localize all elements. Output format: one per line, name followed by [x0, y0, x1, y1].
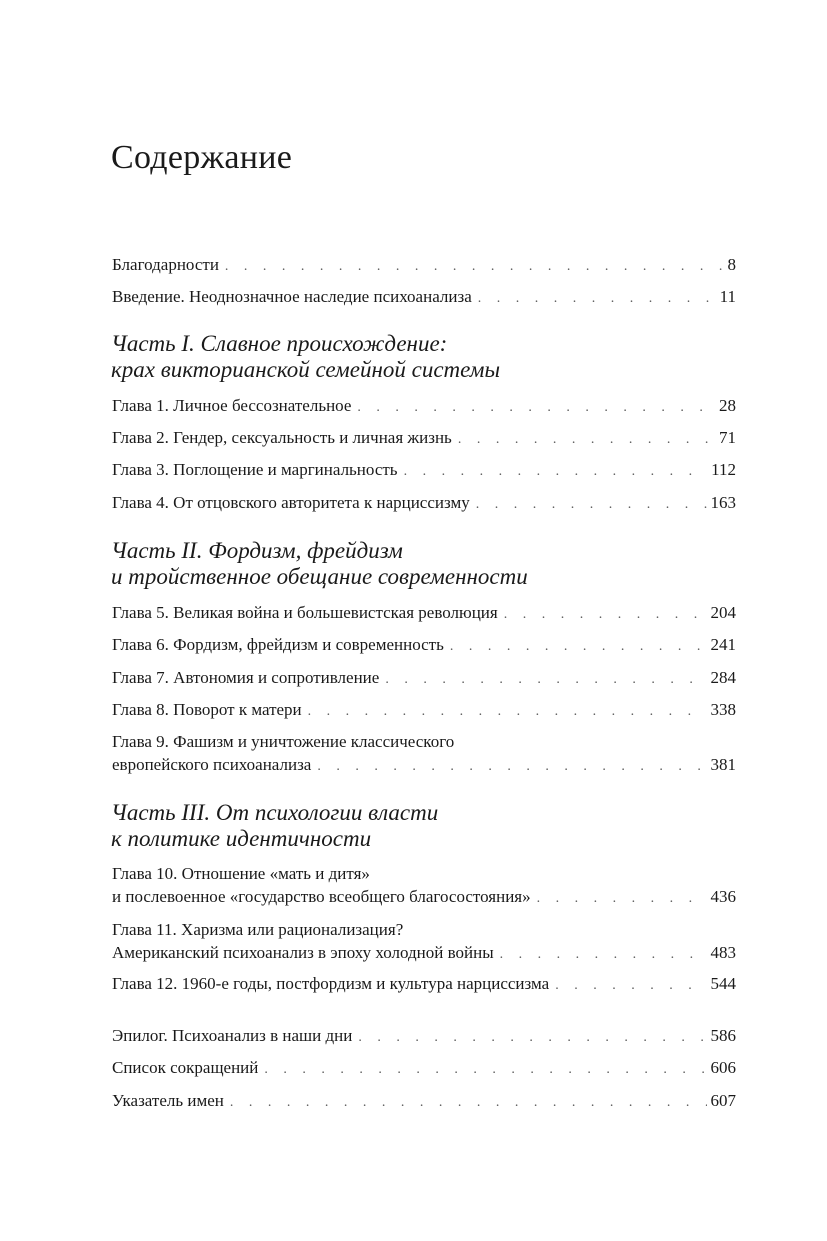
leader-dots: [308, 700, 707, 723]
entry-title: Введение. Неоднозначное наследие психоанализа: [112, 287, 472, 306]
entry-title: и послевоенное «государство всеобщего благосостояния»: [112, 887, 531, 906]
entry-title: Глава 1. Личное бессознательное: [112, 396, 352, 415]
leader-dots: [476, 493, 707, 516]
page-number: 338: [710, 700, 736, 719]
toc-entry-chapter-5[interactable]: [112, 601, 736, 626]
leader-dots: [225, 255, 724, 278]
part-heading-line: крах викторианской семейной системы: [111, 357, 501, 382]
entry-title-line: Глава 10. Отношение «мать и дитя»: [112, 864, 370, 883]
leader-dots: [317, 755, 706, 778]
part-heading-line: Часть III. От психологии власти: [111, 800, 439, 825]
entry-title: Глава 2. Гендер, сексуальность и личная жизнь: [112, 428, 452, 447]
entry-title: Глава 4. От отцовского авторитета к нарциссизму: [112, 493, 470, 512]
leader-dots: [450, 635, 707, 658]
page-number: 28: [719, 396, 736, 415]
entry-title: Эпилог. Психоанализ в наши дни: [112, 1026, 353, 1045]
toc-entry-chapter-1[interactable]: [112, 394, 736, 419]
leader-dots: [478, 287, 716, 310]
entry-title: Глава 6. Фордизм, фрейдизм и современность: [112, 635, 444, 654]
toc-entry-introduction[interactable]: [112, 285, 736, 310]
page-number: 483: [710, 943, 736, 962]
toc-entry-chapter-2[interactable]: [112, 426, 736, 451]
entry-title: Благодарности: [112, 255, 219, 274]
leader-dots: [500, 943, 707, 966]
toc-entry-chapter-8[interactable]: [112, 698, 736, 723]
page-number: 204: [710, 603, 736, 622]
entry-title: европейского психоанализа: [112, 755, 312, 774]
entry-title: Американский психоанализ в эпоху холодной войны: [112, 943, 494, 962]
toc-entry-acknowledgements[interactable]: [112, 253, 736, 278]
entry-title: Глава 12. 1960-е годы, постфордизм и культура нарциссизма: [112, 974, 550, 993]
part-heading-line: к политике идентичности: [111, 826, 372, 851]
part-heading-line: Часть I. Славное происхождение:: [111, 331, 448, 356]
leader-dots: [504, 603, 707, 626]
leader-dots: [458, 428, 715, 451]
part-heading-line: Часть II. Фордизм, фрейдизм: [111, 538, 403, 563]
page-number: 241: [710, 635, 736, 654]
toc-entry-chapter-9[interactable]: [112, 730, 736, 778]
page-number: 586: [710, 1026, 736, 1045]
page-number: 606: [710, 1058, 736, 1077]
entry-title: Указатель имен: [112, 1091, 224, 1110]
entry-title: Список сокращений: [112, 1058, 259, 1077]
entry-title-line: Глава 11. Харизма или рационализация?: [112, 920, 404, 939]
part-heading-line: и тройственное обещание современности: [111, 564, 528, 589]
part-heading-1: [111, 331, 671, 383]
part-heading-3: [111, 800, 671, 852]
leader-dots: [230, 1091, 707, 1114]
page-number: 284: [710, 668, 736, 687]
page-number: 163: [710, 493, 736, 512]
entry-title: Глава 5. Великая война и большевистская революция: [112, 603, 498, 622]
toc-entry-chapter-7[interactable]: [112, 666, 736, 691]
page-number: 436: [710, 887, 736, 906]
entry-title: Глава 8. Поворот к матери: [112, 700, 302, 719]
toc-entry-epilogue[interactable]: [112, 1024, 736, 1049]
leader-dots: [357, 396, 715, 419]
entry-title-line: Глава 9. Фашизм и уничтожение классического: [112, 732, 455, 751]
toc-entry-chapter-12[interactable]: [112, 972, 736, 997]
page-number: 8: [727, 255, 736, 274]
entry-title: Глава 7. Автономия и сопротивление: [112, 668, 380, 687]
toc-entry-chapter-6[interactable]: [112, 633, 736, 658]
toc-entry-chapter-3[interactable]: [112, 458, 736, 483]
leader-dots: [555, 974, 706, 997]
page-number: 11: [719, 287, 736, 306]
leader-dots: [358, 1026, 706, 1049]
leader-dots: [385, 668, 706, 691]
toc-entry-abbreviations[interactable]: [112, 1056, 736, 1081]
toc-entry-index[interactable]: [112, 1089, 736, 1114]
toc-entry-chapter-11[interactable]: [112, 918, 736, 966]
toc-entry-chapter-10[interactable]: [112, 862, 736, 910]
page-number: 607: [710, 1091, 736, 1110]
entry-title: Глава 3. Поглощение и маргинальность: [112, 460, 398, 479]
leader-dots: [537, 887, 707, 910]
page-title: Содержание: [111, 139, 293, 176]
page-number: 381: [710, 755, 736, 774]
page-number: 112: [711, 460, 736, 479]
page-number: 544: [710, 974, 736, 993]
toc-entry-chapter-4[interactable]: [112, 491, 736, 516]
leader-dots: [404, 460, 708, 483]
leader-dots: [264, 1058, 706, 1081]
page-number: 71: [719, 428, 736, 447]
part-heading-2: [111, 538, 671, 590]
